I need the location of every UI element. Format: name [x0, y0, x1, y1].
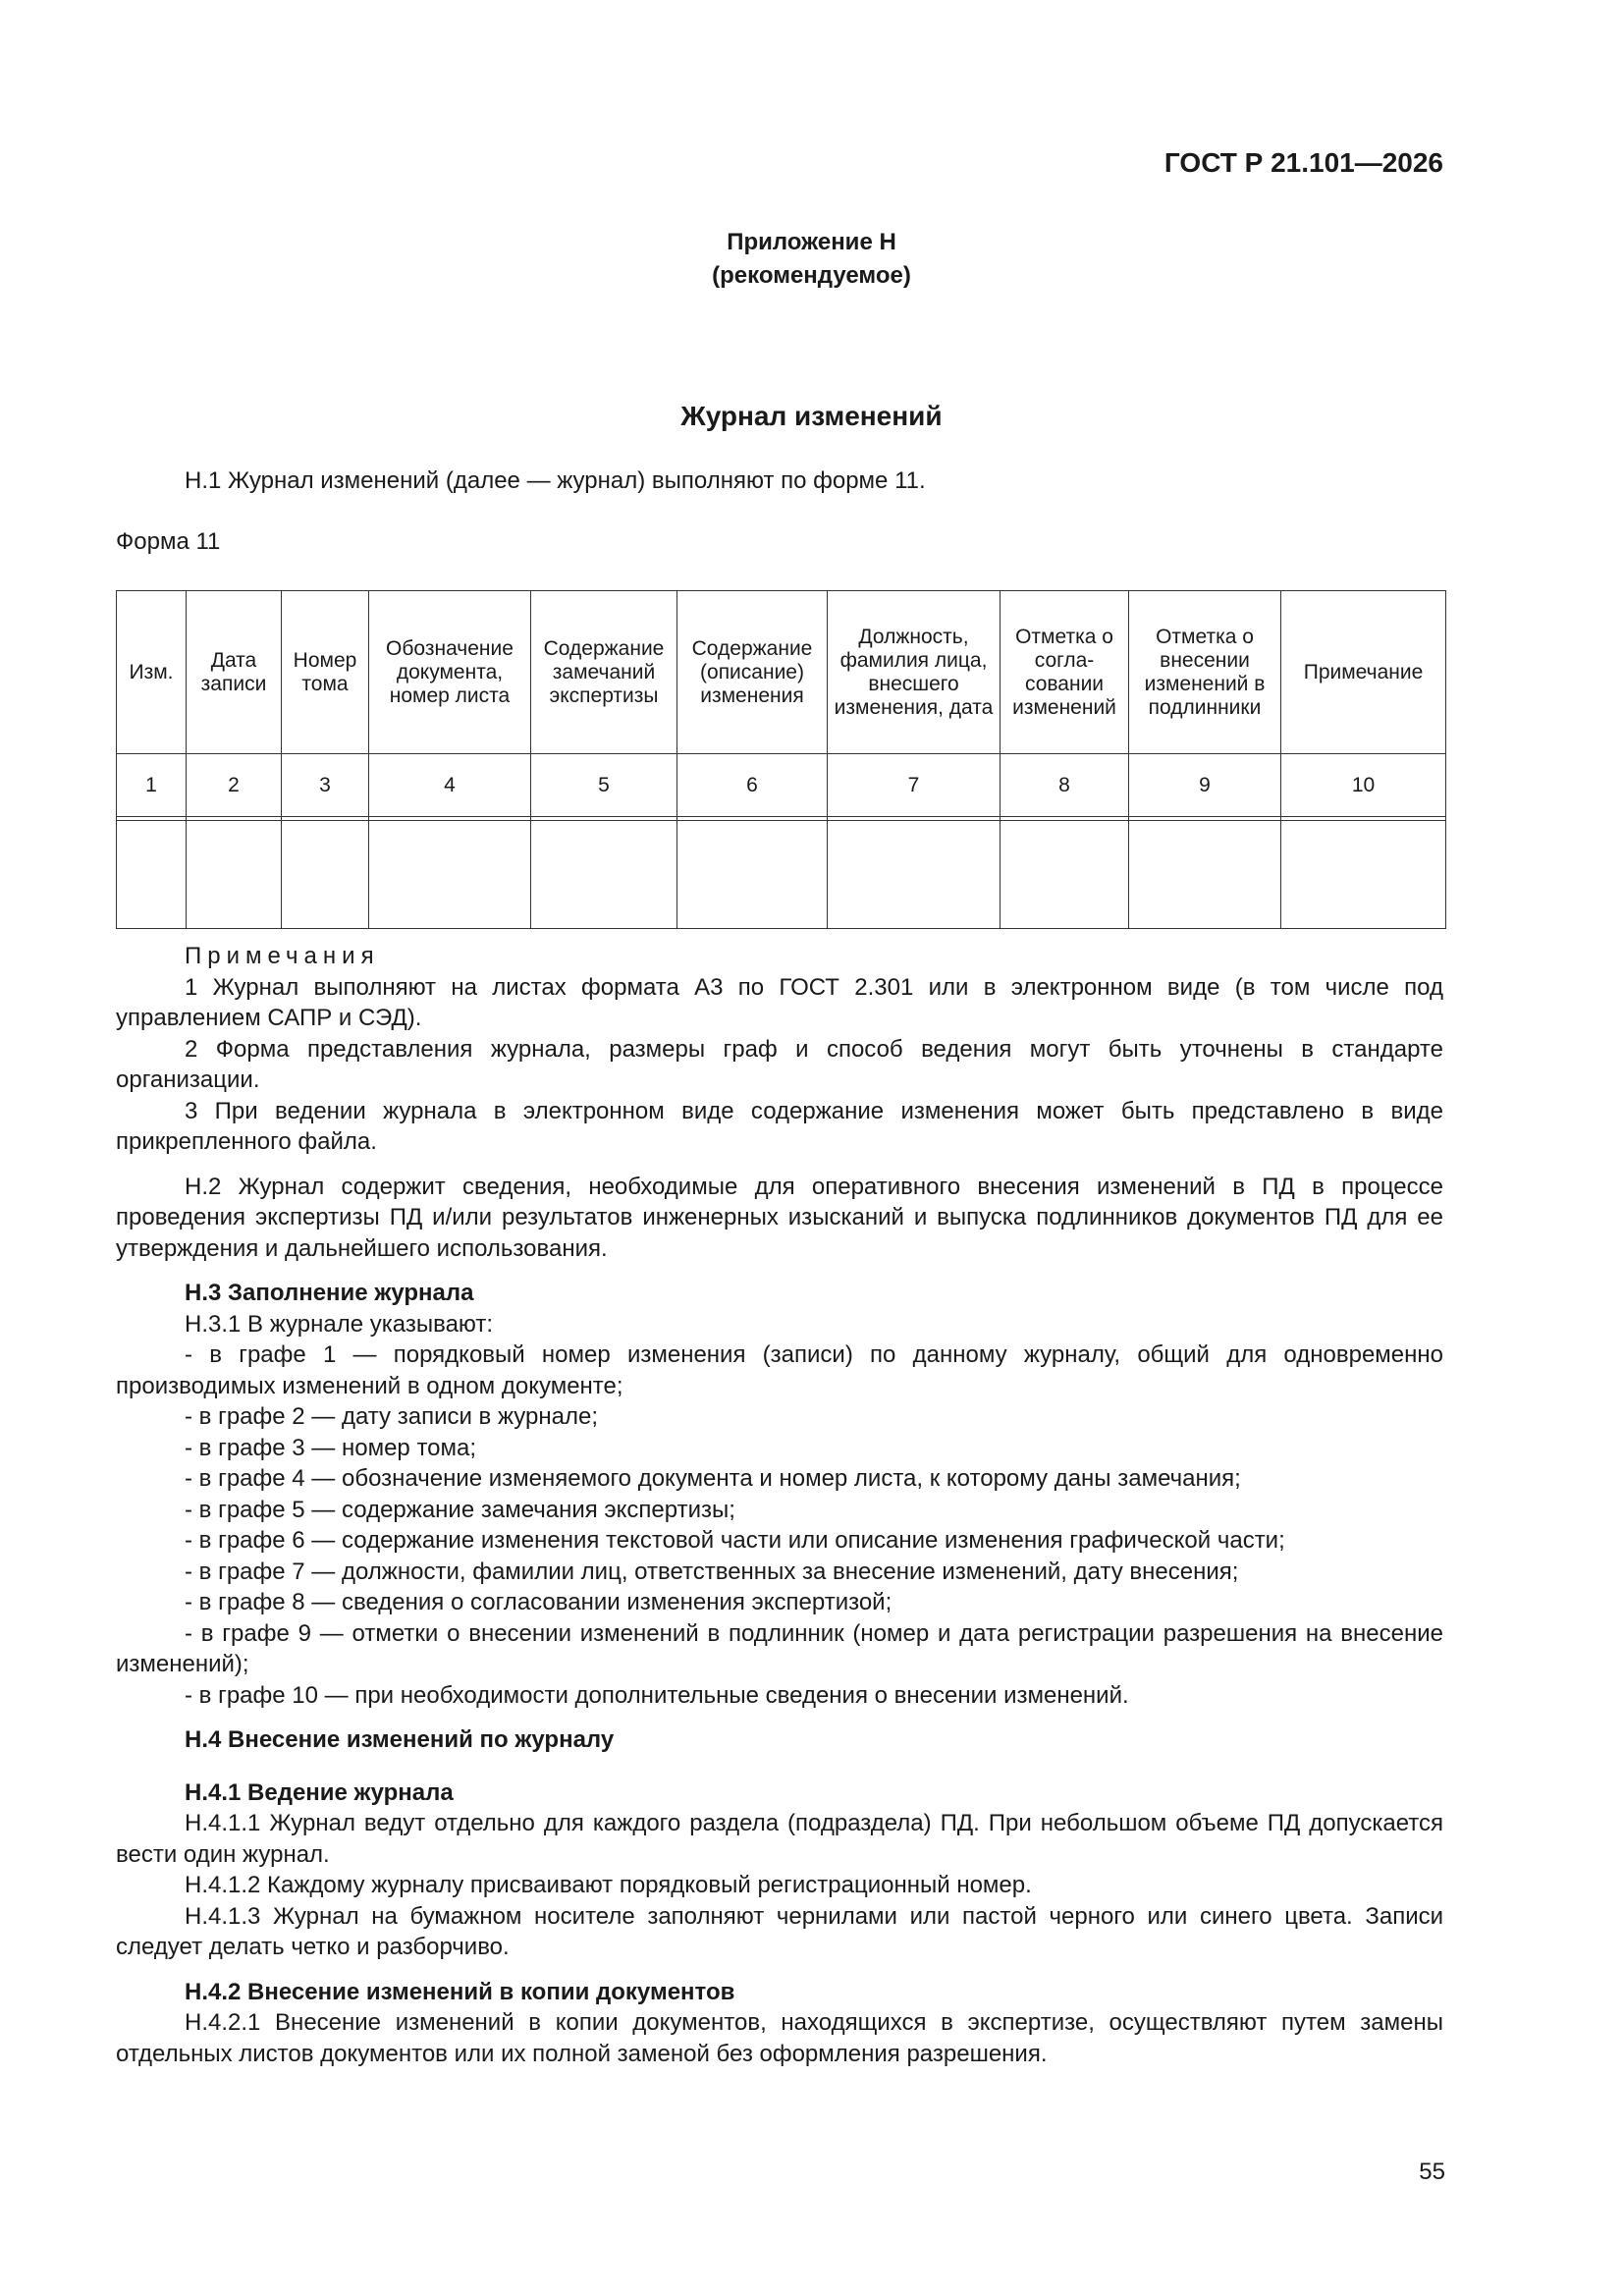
subsection-h41-title: Н.4.1 Ведение журнала: [185, 1778, 454, 1806]
note-item: 2 Форма представления журнала, размеры граф и способ ведения могут быть уточнены в стандарте организации.: [116, 1035, 1443, 1093]
list-item: - в графе 9 — отметки о внесении изменений в подлинник (номер и дата регистрации разрешения на внесение изменений);: [116, 1619, 1443, 1677]
list-item: - в графе 6 — содержание изменения текстовой части или описание изменения графической части;: [185, 1527, 1285, 1554]
list-item: - в графе 3 — номер тома;: [185, 1434, 477, 1461]
form-label-text: Форма 11: [116, 528, 221, 555]
column-number: 9: [1129, 754, 1281, 817]
paragraph-h421: Н.4.2.1 Внесение изменений в копии документов, находящихся в экспертизе, осуществляют путем замены отдельных листов документов или их полной заменой без оформления разрешения.: [116, 2009, 1443, 2067]
paragraph-h3-lead: Н.3.1 В журнале указывают:: [185, 1310, 494, 1338]
column-number: 4: [369, 754, 531, 817]
paragraph-h413: Н.4.1.3 Журнал на бумажном носителе заполняют чернилами или пастой черного или синего цвета. Записи следует делать четко и разборчиво.: [116, 1902, 1443, 1960]
column-number: 8: [1001, 754, 1129, 817]
change-log-form-table: [116, 590, 1446, 929]
header-cell: Содержание (описание) изменения: [677, 591, 828, 754]
table-header-row: [117, 591, 1446, 754]
header-cell: Должность, фамилия лица, внесшего изменения, дата: [828, 591, 1001, 754]
body-text: [116, 941, 1443, 2069]
section-title: Журнал изменений: [680, 401, 943, 431]
list-item: - в графе 8 — сведения о согласовании изменения экспертизой;: [185, 1589, 893, 1615]
list-item: - в графе 7 — должности, фамилии лиц, ответственных за внесение изменений, дату внесения;: [185, 1558, 1239, 1585]
section-h3-title: Н.3 Заполнение журнала: [185, 1280, 474, 1306]
page-number: 55: [1419, 2159, 1445, 2185]
form-label: [116, 526, 1443, 558]
list-item: - в графе 1 — порядковый номер изменения (записи) по данному журналу, общий для одновременно производимых изменений в одном документе;: [116, 1341, 1443, 1399]
paragraph-h412: Н.4.1.2 Каждому журналу присваивают порядковый регистрационный номер.: [185, 1872, 1032, 1898]
list-item: - в графе 10 — при необходимости дополнительные сведения о внесении изменений.: [185, 1681, 1129, 1709]
header-cell: Отметка о внесении изменений в подлинники: [1129, 591, 1281, 754]
column-number: 2: [187, 754, 282, 817]
list-item: - в графе 4 — обозначение изменяемого документа и номер листа, к которому даны замечания;: [185, 1465, 1241, 1492]
header-cell: Отметка о согла-совании изменений: [1001, 591, 1129, 754]
section-h4-title: Н.4 Внесение изменений по журналу: [185, 1726, 615, 1753]
note-item: 3 При ведении журнала в электронном виде содержание изменения может быть представлено в виде прикрепленного файла.: [116, 1097, 1443, 1155]
paragraph-h411: Н.4.1.1 Журнал ведут отдельно для каждого раздела (подраздела) ПД. При небольшом объеме ПД допускается вести один журнал.: [116, 1810, 1443, 1868]
header-cell: Содержание замечаний экспертизы: [531, 591, 677, 754]
appendix-title: Приложение Н: [727, 229, 896, 255]
standard-number: ГОСТ Р 21.101—2026: [1163, 147, 1443, 178]
column-number: 10: [1281, 754, 1446, 817]
column-number: 3: [282, 754, 369, 817]
column-number: 5: [531, 754, 677, 817]
header-cell: Дата записи: [187, 591, 282, 754]
list-item: - в графе 2 — дату записи в журнале;: [185, 1403, 598, 1430]
header-cell: Изм.: [117, 591, 187, 754]
column-number: 6: [677, 754, 828, 817]
header-cell: Примечание: [1281, 591, 1446, 754]
intro-paragraph: [116, 465, 1443, 497]
note-item: 1 Журнал выполняют на листах формата А3 по ГОСТ 2.301 или в электронном виде (в том числе под управлением САПР и СЭД).: [116, 973, 1443, 1031]
table-number-row: [117, 754, 1446, 817]
notes-heading: Примечания: [185, 943, 380, 969]
header-cell: Обозначение документа, номер листа: [369, 591, 531, 754]
table-empty-row: [117, 821, 1446, 929]
column-number: 1: [117, 754, 187, 817]
paragraph-h2: Н.2 Журнал содержит сведения, необходимые для оперативного внесения изменений в ПД в процессе проведения экспертизы ПД и/или результатов инженерных изысканий и выпуска подлинников документов ПД для ее утверждения и дальнейшего использования.: [116, 1173, 1443, 1262]
intro-text: Н.1 Журнал изменений (далее — журнал) выполняют по форме 11.: [185, 467, 926, 494]
subsection-h42-title: Н.4.2 Внесение изменений в копии документов: [185, 1978, 735, 2005]
list-item: - в графе 5 — содержание замечания экспертизы;: [185, 1496, 735, 1523]
appendix-status: (рекомендуемое): [712, 262, 911, 289]
header-cell: Номер тома: [282, 591, 369, 754]
column-number: 7: [828, 754, 1001, 817]
